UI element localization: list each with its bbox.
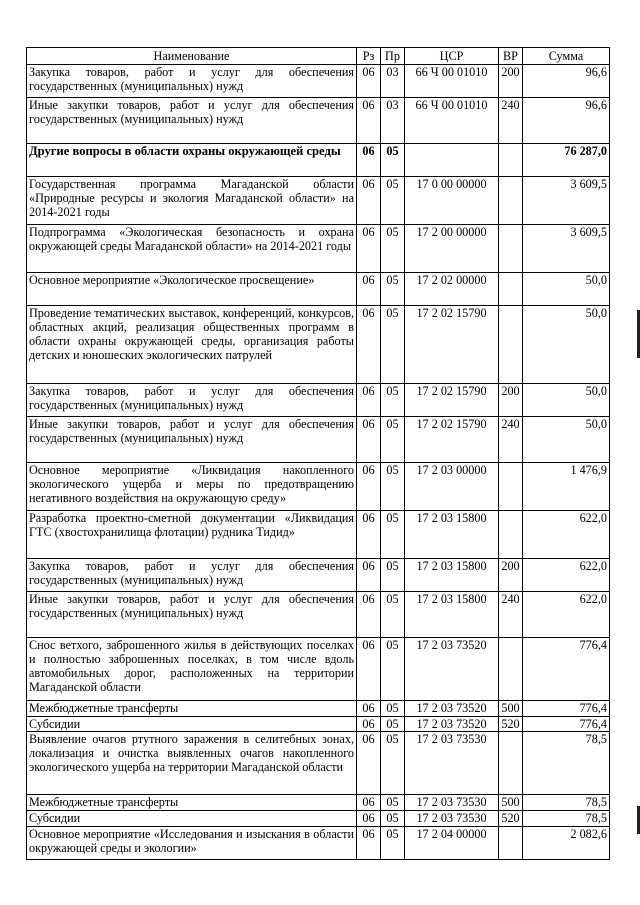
cell-csr: 17 2 03 15800 (405, 592, 499, 638)
cell-pr: 05 (381, 811, 405, 827)
cell-sum: 96,6 (523, 98, 610, 144)
cell-rz: 06 (357, 827, 381, 860)
table-row (27, 177, 610, 225)
cell-csr: 17 2 03 73530 (405, 732, 499, 795)
header-row (27, 48, 610, 65)
cell-vr (499, 144, 523, 177)
cell-pr: 05 (381, 701, 405, 717)
cell-rz: 06 (357, 417, 381, 463)
cell-sum: 76 287,0 (523, 144, 610, 177)
cell-pr: 05 (381, 306, 405, 384)
cell-rz: 06 (357, 732, 381, 795)
cell-name: Выявление очагов ртутного заражения в селитебных зонах, локализация и очистка выявленных очагов накопленного экологического ущерба на территории Магаданской области (27, 732, 357, 795)
cell-name: Закупка товаров, работ и услуг для обеспечения государственных (муниципальных) нужд (27, 384, 357, 417)
cell-name: Подпрограмма «Экологическая безопасность и охрана окружающей среды Магаданской области» на 2014-2021 годы (27, 225, 357, 273)
cell-name: Субсидии (27, 717, 357, 732)
cell-pr: 03 (381, 98, 405, 144)
cell-csr: 17 0 00 00000 (405, 177, 499, 225)
cell-csr: 17 2 03 73530 (405, 795, 499, 811)
cell-sum: 622,0 (523, 592, 610, 638)
table-row (27, 638, 610, 701)
cell-vr (499, 511, 523, 559)
header-csr: ЦСР (405, 48, 499, 65)
cell-csr: 17 2 00 00000 (405, 225, 499, 273)
cell-name: Субсидии (27, 811, 357, 827)
cell-sum: 1 476,9 (523, 463, 610, 511)
cell-csr: 17 2 03 73520 (405, 717, 499, 732)
cell-vr: 200 (499, 559, 523, 592)
cell-vr: 200 (499, 384, 523, 417)
cell-rz: 06 (357, 701, 381, 717)
cell-sum: 776,4 (523, 717, 610, 732)
cell-sum: 2 082,6 (523, 827, 610, 860)
cell-rz: 06 (357, 811, 381, 827)
header-rz: Рз (357, 48, 381, 65)
cell-name: Иные закупки товаров, работ и услуг для обеспечения государственных (муниципальных) нужд (27, 592, 357, 638)
cell-name: Снос ветхого, заброшенного жилья в действующих поселках и полностью заброшенных поселках, в том числе вдоль автомобильных дорог, расположенных на территории Магаданской области (27, 638, 357, 701)
cell-sum: 50,0 (523, 417, 610, 463)
cell-csr: 17 2 03 15800 (405, 559, 499, 592)
cell-pr: 05 (381, 732, 405, 795)
cell-sum: 50,0 (523, 384, 610, 417)
cell-rz: 06 (357, 384, 381, 417)
cell-csr (405, 144, 499, 177)
cell-pr: 05 (381, 511, 405, 559)
cell-sum: 3 609,5 (523, 225, 610, 273)
cell-vr (499, 463, 523, 511)
cell-vr (499, 638, 523, 701)
cell-name: Иные закупки товаров, работ и услуг для обеспечения государственных (муниципальных) нужд (27, 417, 357, 463)
cell-sum: 776,4 (523, 638, 610, 701)
cell-pr: 05 (381, 638, 405, 701)
cell-csr: 17 2 03 73520 (405, 701, 499, 717)
table-row (27, 417, 610, 463)
cell-rz: 06 (357, 177, 381, 225)
cell-vr: 500 (499, 795, 523, 811)
cell-rz: 06 (357, 306, 381, 384)
cell-csr: 17 2 04 00000 (405, 827, 499, 860)
table-row (27, 463, 610, 511)
cell-rz: 06 (357, 463, 381, 511)
cell-pr: 05 (381, 225, 405, 273)
cell-csr: 17 2 02 00000 (405, 273, 499, 306)
cell-vr (499, 732, 523, 795)
cell-sum: 622,0 (523, 559, 610, 592)
table-row (27, 98, 610, 144)
cell-name: Разработка проектно-сметной документации «Ликвидация ГТС (хвостохранилища флотации) рудника Тидид» (27, 511, 357, 559)
cell-pr: 05 (381, 384, 405, 417)
table-row (27, 827, 610, 860)
cell-rz: 06 (357, 559, 381, 592)
table-row (27, 225, 610, 273)
cell-sum: 78,5 (523, 732, 610, 795)
cell-name: Государственная программа Магаданской области «Природные ресурсы и экология Магаданской области» на 2014-2021 годы (27, 177, 357, 225)
cell-rz: 06 (357, 717, 381, 732)
cell-name: Основное мероприятие «Исследования и изыскания в области окружающей среды и экологии» (27, 827, 357, 860)
table-row (27, 65, 610, 98)
cell-sum: 78,5 (523, 811, 610, 827)
cell-pr: 03 (381, 65, 405, 98)
table-row (27, 273, 610, 306)
cell-rz: 06 (357, 592, 381, 638)
cell-sum: 50,0 (523, 306, 610, 384)
table-body (27, 65, 610, 860)
cell-csr: 17 2 02 15790 (405, 306, 499, 384)
cell-name: Другие вопросы в области охраны окружающей среды (27, 144, 357, 177)
table-row (27, 717, 610, 732)
table-row (27, 795, 610, 811)
cell-name: Закупка товаров, работ и услуг для обеспечения государственных (муниципальных) нужд (27, 65, 357, 98)
cell-vr: 200 (499, 65, 523, 98)
cell-csr: 17 2 03 15800 (405, 511, 499, 559)
cell-name: Иные закупки товаров, работ и услуг для обеспечения государственных (муниципальных) нужд (27, 98, 357, 144)
cell-sum: 78,5 (523, 795, 610, 811)
cell-rz: 06 (357, 511, 381, 559)
cell-pr: 05 (381, 144, 405, 177)
cell-rz: 06 (357, 144, 381, 177)
cell-sum: 776,4 (523, 701, 610, 717)
cell-vr (499, 306, 523, 384)
header-sum: Сумма (523, 48, 610, 65)
cell-pr: 05 (381, 559, 405, 592)
cell-pr: 05 (381, 417, 405, 463)
cell-sum: 50,0 (523, 273, 610, 306)
cell-rz: 06 (357, 225, 381, 273)
cell-csr: 17 2 02 15790 (405, 384, 499, 417)
table-row (27, 384, 610, 417)
header-vr: ВР (499, 48, 523, 65)
cell-vr (499, 273, 523, 306)
table-row (27, 144, 610, 177)
cell-name: Межбюджетные трансферты (27, 795, 357, 811)
cell-name: Межбюджетные трансферты (27, 701, 357, 717)
table-row (27, 306, 610, 384)
table-row (27, 701, 610, 717)
cell-csr: 66 Ч 00 01010 (405, 65, 499, 98)
cell-csr: 66 Ч 00 01010 (405, 98, 499, 144)
cell-csr: 17 2 03 73530 (405, 811, 499, 827)
cell-vr: 240 (499, 417, 523, 463)
header-name: Наименование (27, 48, 357, 65)
table-row (27, 559, 610, 592)
cell-vr: 520 (499, 717, 523, 732)
header-pr: Пр (381, 48, 405, 65)
cell-vr: 520 (499, 811, 523, 827)
cell-pr: 05 (381, 177, 405, 225)
budget-table (26, 47, 610, 860)
cell-pr: 05 (381, 795, 405, 811)
cell-vr: 500 (499, 701, 523, 717)
cell-name: Закупка товаров, работ и услуг для обеспечения государственных (муниципальных) нужд (27, 559, 357, 592)
cell-pr: 05 (381, 273, 405, 306)
cell-name: Основное мероприятие «Экологическое просвещение» (27, 273, 357, 306)
cell-csr: 17 2 03 73520 (405, 638, 499, 701)
table-row (27, 732, 610, 795)
table-row (27, 592, 610, 638)
cell-csr: 17 2 02 15790 (405, 417, 499, 463)
cell-pr: 05 (381, 827, 405, 860)
cell-sum: 96,6 (523, 65, 610, 98)
table-row (27, 811, 610, 827)
cell-rz: 06 (357, 65, 381, 98)
cell-rz: 06 (357, 638, 381, 701)
cell-rz: 06 (357, 795, 381, 811)
cell-csr: 17 2 03 00000 (405, 463, 499, 511)
cell-vr (499, 827, 523, 860)
cell-pr: 05 (381, 717, 405, 732)
cell-vr: 240 (499, 98, 523, 144)
cell-vr (499, 225, 523, 273)
cell-sum: 622,0 (523, 511, 610, 559)
cell-name: Основное мероприятие «Ликвидация накопленного экологического ущерба и меры по предотвращению негативного воздействия на окружающую среду» (27, 463, 357, 511)
cell-vr: 240 (499, 592, 523, 638)
table-row (27, 511, 610, 559)
cell-rz: 06 (357, 273, 381, 306)
cell-name: Проведение тематических выставок, конференций, конкурсов, областных акций, реализация общественных программ в области охраны окружающей среды, организация работы детских и юношеских экологических патрулей (27, 306, 357, 384)
cell-pr: 05 (381, 592, 405, 638)
cell-pr: 05 (381, 463, 405, 511)
cell-sum: 3 609,5 (523, 177, 610, 225)
cell-vr (499, 177, 523, 225)
cell-rz: 06 (357, 98, 381, 144)
